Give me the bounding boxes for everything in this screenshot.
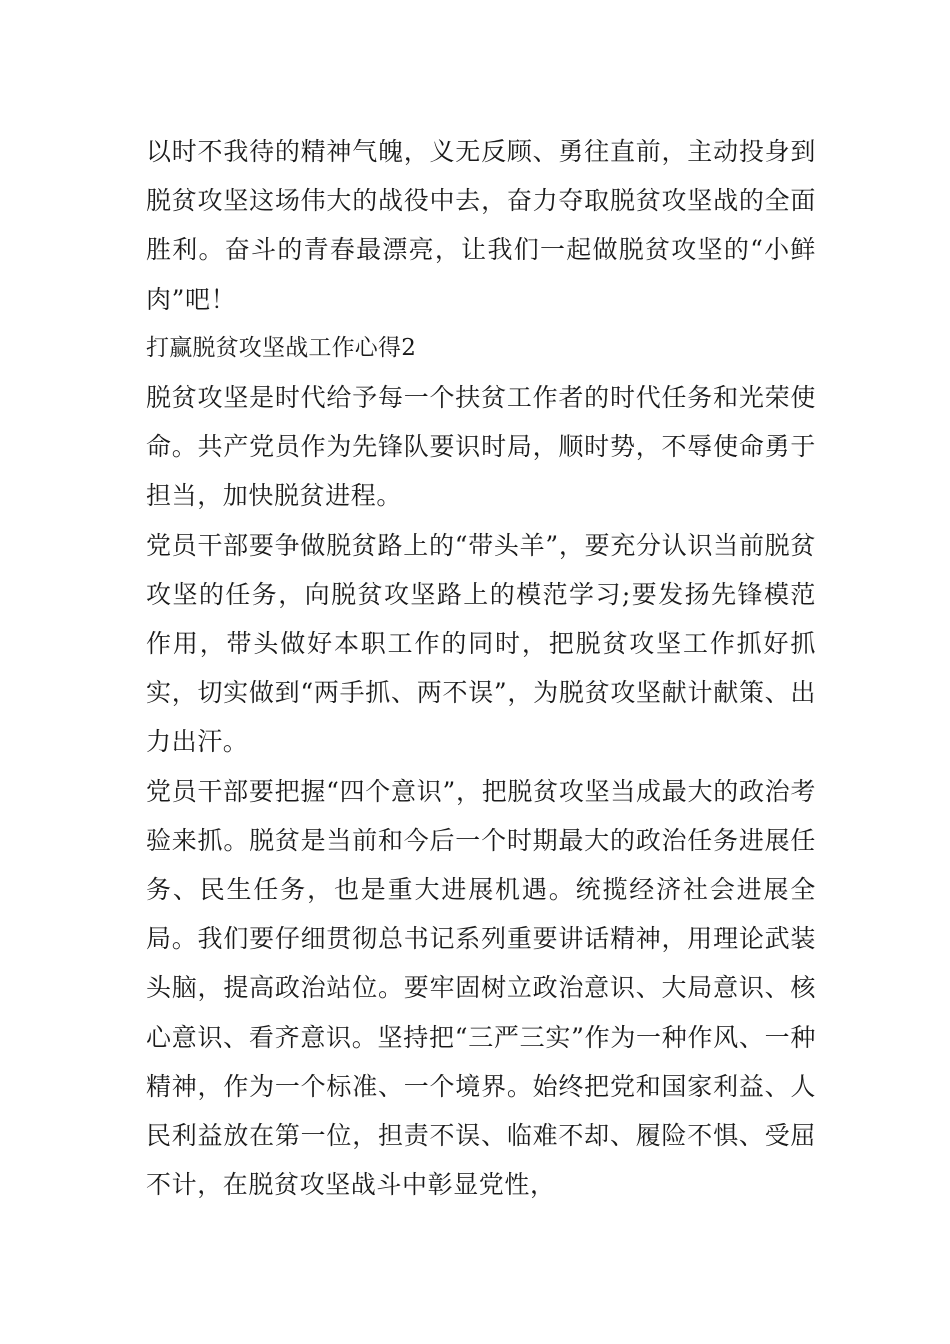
section-heading: 打赢脱贫攻坚战工作心得2 [146, 334, 417, 361]
paragraph-four-consciousness: 党员干部要把握“四个意识”，把脱贫攻坚当成最大的政治考验来抓。脱贫是当前和今后一个时期最大的政治任务进展任务、民生任务，也是重大进展机遇。统揽经济社会进展全局。我们要仔细贯彻总书记系列重要讲话精神，用理论武装头脑，提高政治站位。要牢固树立政治意识、大局意识、核心意识、看齐意识。坚持把“三严三实”作为一种作风、一种精神，作为一个标准、一个境界。始终把党和国家利益、人民利益放在第一位，担责不误、临难不却、履险不惧、受屈不计，在脱贫攻坚战斗中彰显党性， [146, 776, 816, 1200]
paragraph-intro: 脱贫攻坚是时代给予每一个扶贫工作者的时代任务和光荣使命。共产党员作为先锋队要识时局，顺时势，不辱使命勇于担当，加快脱贫进程。 [146, 383, 816, 511]
paragraph-lead-sheep: 党员干部要争做脱贫路上的“带头羊”，要充分认识当前脱贫攻坚的任务，向脱贫攻坚路上的模范学习;要发扬先锋模范作用，带头做好本职工作的同时，把脱贫攻坚工作抓好抓实，切实做到“两手抓、两不误”，为脱贫攻坚献计献策、出力出汗。 [146, 530, 816, 757]
document-body [146, 127, 816, 1209]
paragraph-continuation: 以时不我待的精神气魄，义无反顾、勇往直前，主动投身到脱贫攻坚这场伟大的战役中去，奋力夺取脱贫攻坚战的全面胜利。奋斗的青春最漂亮，让我们一起做脱贫攻坚的“小鲜肉”吧！ [146, 137, 816, 314]
